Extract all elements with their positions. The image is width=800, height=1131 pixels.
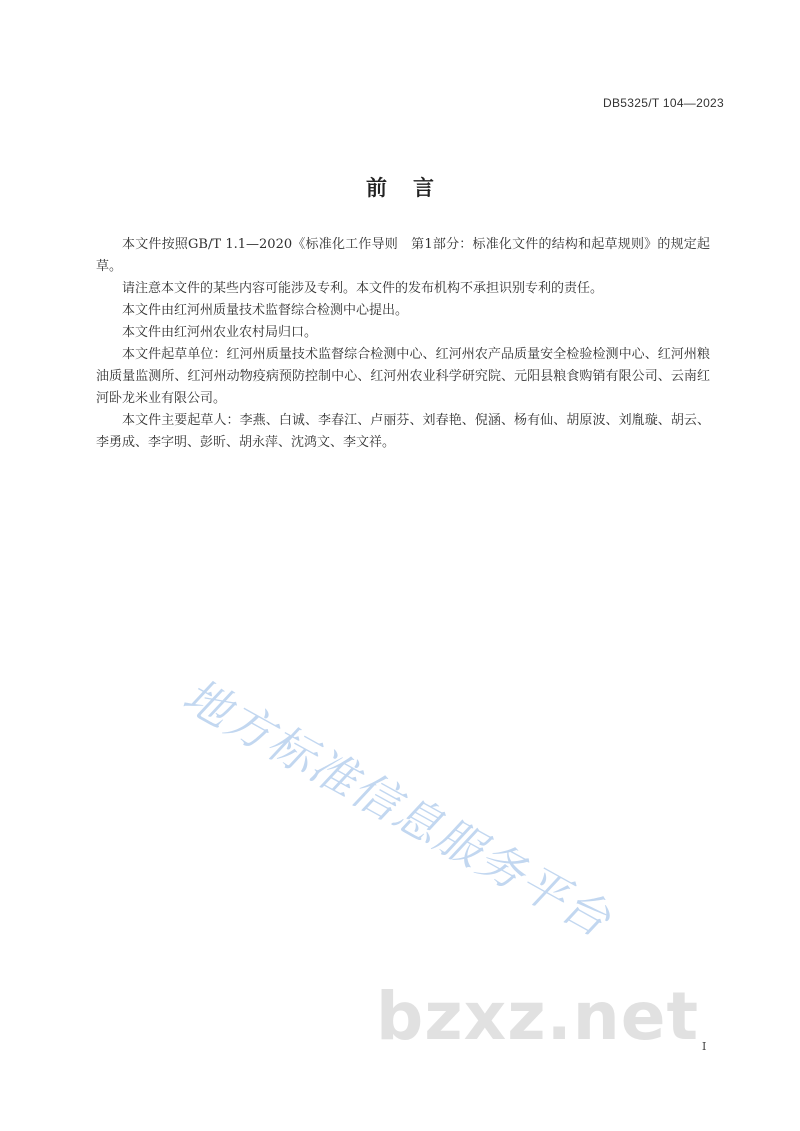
standard-code: DB5325/T 104—2023 bbox=[603, 96, 724, 110]
paragraph-administrator: 本文件由红河州农业农村局归口。 bbox=[122, 325, 318, 340]
paragraph-proposer: 本文件由红河州质量技术监督综合检测中心提出。 bbox=[122, 303, 409, 318]
site-watermark: bzxz.net bbox=[376, 978, 700, 1055]
page-number: I bbox=[702, 1040, 707, 1053]
paragraph-drafting-units: 本文件起草单位：红河州质量技术监督综合检测中心、红河州农产品质量安全检验检测中心、红河州粮油质量监测所、红河州动物疫病预防控制中心、红河州农业科学研究院、元阳县粮食购销有限公司、云南红河卧龙米业有限公司。 bbox=[96, 347, 710, 406]
page-title: 前言 bbox=[366, 176, 460, 200]
paragraph-drafters: 本文件主要起草人：李燕、白诚、李春江、卢丽芬、刘春艳、倪涵、杨有仙、胡原波、刘胤璇、胡云、李勇成、李字明、彭昕、胡永萍、沈鸿文、李文祥。 bbox=[96, 413, 710, 450]
paragraph-patent-notice: 请注意本文件的某些内容可能涉及专利。本文件的发布机构不承担识别专利的责任。 bbox=[122, 281, 604, 296]
foreword-body bbox=[96, 234, 710, 454]
paragraph-drafting-rules: 本文件按照GB/T 1.1—2020《标准化工作导则 第1部分：标准化文件的结构和起草规则》的规定起草。 bbox=[96, 237, 710, 274]
platform-watermark: 地方标准信息服务平台 bbox=[174, 667, 621, 948]
